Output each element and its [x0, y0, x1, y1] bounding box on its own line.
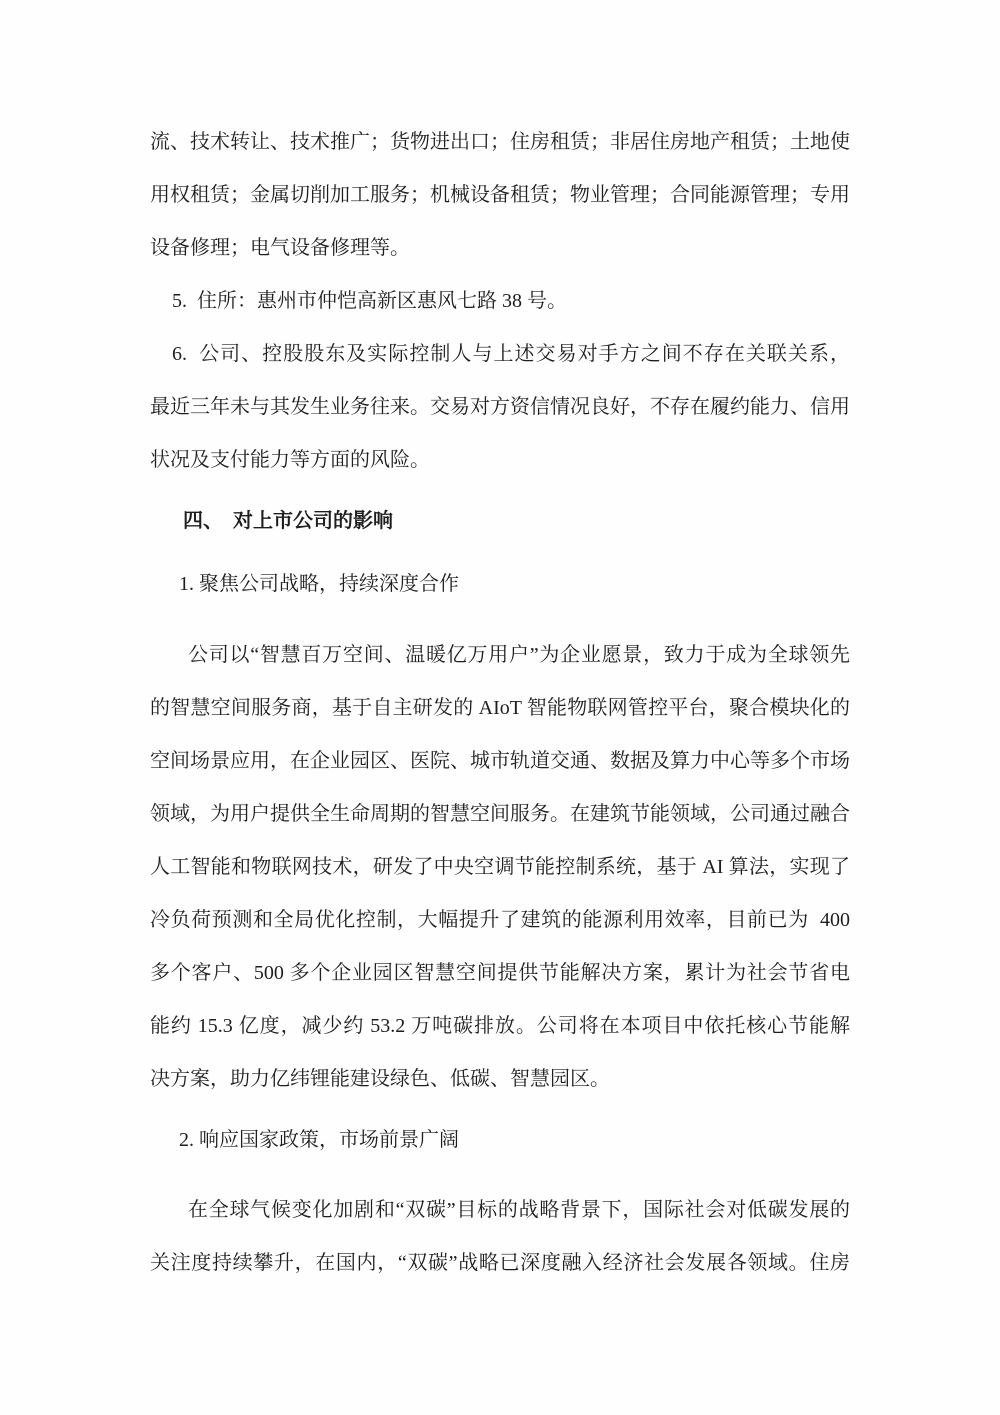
text-line: 流、技术转让、技术推广；货物进出口；住房租赁；非居住房地产租赁；土地使 — [150, 131, 850, 153]
paragraph-strategy — [150, 629, 850, 1106]
section-heading-4 — [150, 495, 850, 548]
subheading-text: 1. 聚焦公司战略，持续深度合作 — [179, 573, 459, 595]
section-heading-text: 四、 对上市公司的影响 — [183, 510, 393, 532]
text-line: 多个客户、500 多个企业园区智慧空间提供节能解决方案，累计为社会节省电 — [150, 962, 850, 984]
text-line: 5. 住所：惠州市仲恺高新区惠风七路 38 号。 — [172, 290, 567, 312]
text-line: 空间场景应用，在企业园区、医院、城市轨道交通、数据及算力中心等多个市场 — [150, 750, 850, 772]
text-line: 在全球气候变化加剧和“双碳”目标的战略背景下，国际社会对低碳发展的 — [188, 1199, 850, 1221]
text-line: 决方案，助力亿纬锂能建设绿色、低碳、智慧园区。 — [150, 1068, 610, 1090]
text-line: 的智慧空间服务商，基于自主研发的 AIoT 智能物联网管控平台，聚合模块化的 — [150, 697, 850, 719]
text-line: 人工智能和物联网技术，研发了中央空调节能控制系统，基于 AI 算法，实现了 — [150, 856, 850, 878]
text-line: 能约 15.3 亿度，减少约 53.2 万吨碳排放。公司将在本项目中依托核心节能解 — [150, 1015, 850, 1037]
text-line: 设备修理；电气设备修理等。 — [150, 237, 410, 259]
list-item-5 — [150, 275, 850, 328]
text-line: 6. 公司、控股股东及实际控制人与上述交易对手方之间不存在关联关系， — [172, 343, 850, 365]
subheading-text: 2. 响应国家政策，市场前景广阔 — [179, 1129, 459, 1151]
text-line: 冷负荷预测和全局优化控制，大幅提升了建筑的能源利用效率，目前已为 400 — [150, 909, 850, 931]
subheading-1 — [150, 558, 850, 611]
text-line: 领域，为用户提供全生命周期的智慧空间服务。在建筑节能领域，公司通过融合 — [150, 803, 850, 825]
list-item-6 — [150, 328, 850, 487]
text-line: 公司以“智慧百万空间、温暖亿万用户”为企业愿景，致力于成为全球领先 — [188, 644, 850, 666]
text-line: 关注度持续攀升，在国内，“双碳”战略已深度融入经济社会发展各领域。住房 — [150, 1252, 850, 1274]
paragraph-policy — [150, 1184, 850, 1290]
text-line: 用权租赁；金属切削加工服务；机械设备租赁；物业管理；合同能源管理；专用 — [150, 184, 850, 206]
text-line: 状况及支付能力等方面的风险。 — [150, 449, 430, 471]
text-line: 最近三年未与其发生业务往来。交易对方资信情况良好，不存在履约能力、信用 — [150, 396, 850, 418]
paragraph-business-scope — [150, 116, 850, 275]
subheading-2 — [150, 1114, 850, 1167]
